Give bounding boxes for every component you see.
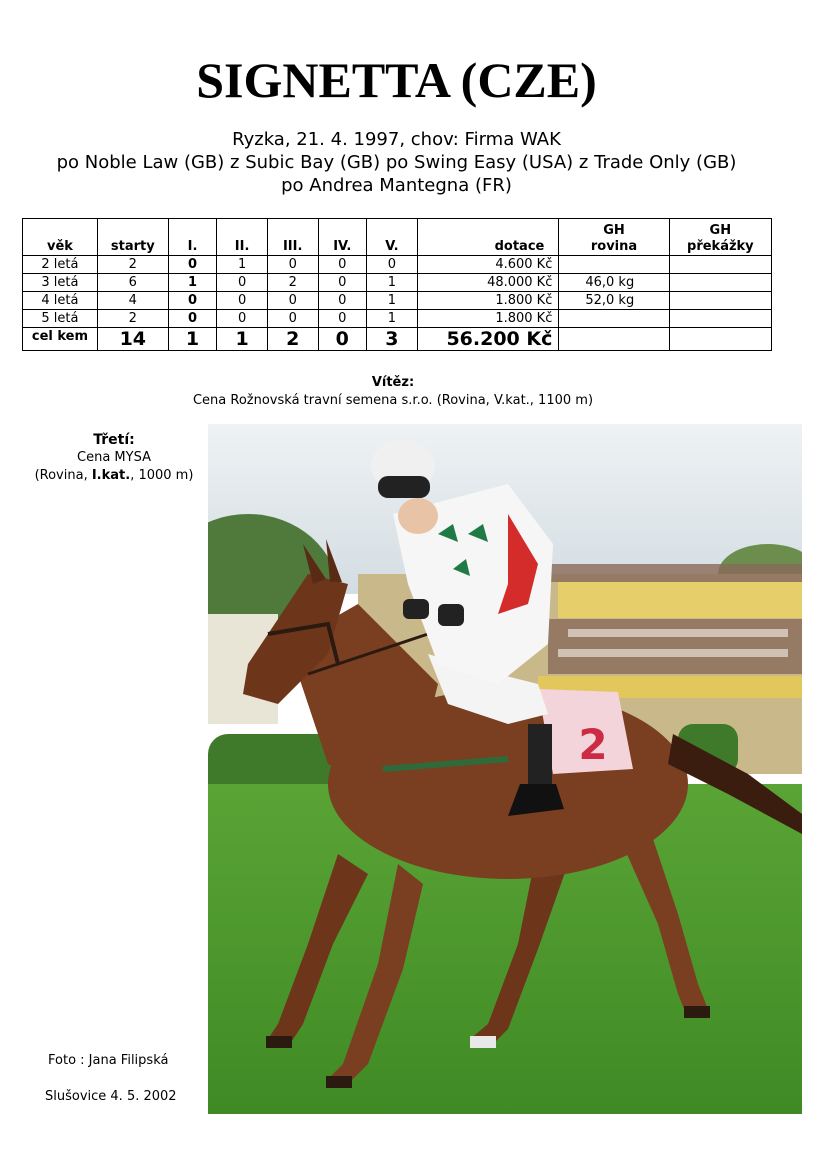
cell-total-fourth: 0 — [318, 328, 367, 351]
cell-second: 0 — [217, 274, 268, 292]
third-place-section — [14, 431, 214, 485]
col-header-prize: dotace — [417, 219, 559, 256]
cell-total-gh-flat — [559, 328, 669, 351]
cell-gh-jump — [669, 292, 771, 310]
cell-total-fifth: 3 — [367, 328, 418, 351]
cell-second: 0 — [217, 292, 268, 310]
pedigree-info — [0, 128, 793, 197]
cell-fourth: 0 — [318, 310, 367, 328]
cell-second: 0 — [217, 310, 268, 328]
cell-total-prize: 56.200 Kč — [417, 328, 559, 351]
place-date: Slušovice 4. 5. 2002 — [45, 1089, 177, 1104]
cell-gh-jump — [669, 274, 771, 292]
saddle-number: 2 — [578, 720, 608, 769]
saddle-cloth — [538, 689, 633, 774]
cell-first: 0 — [168, 256, 217, 274]
cell-prize: 1.800 Kč — [417, 292, 559, 310]
cell-fifth: 1 — [367, 274, 418, 292]
third-heading: Třetí: — [93, 432, 135, 448]
race-record-table — [22, 218, 772, 351]
cell-fifth: 1 — [367, 310, 418, 328]
col-header-first: I. — [168, 219, 217, 256]
cell-age: 4 letá — [23, 292, 98, 310]
table-row — [23, 310, 772, 328]
cell-starts: 2 — [97, 256, 168, 274]
table-row — [23, 292, 772, 310]
table-header-row — [23, 219, 772, 256]
col-header-age: věk — [23, 219, 98, 256]
third-detail-category: I.kat. — [91, 468, 131, 483]
gh-flat-line-2: rovina — [590, 239, 638, 254]
cell-starts: 4 — [97, 292, 168, 310]
cell-total-first: 1 — [168, 328, 217, 351]
horse-photo — [208, 424, 802, 1114]
gh-jump-line-1: GH — [709, 223, 732, 238]
third-detail-post: , 1000 m) — [130, 468, 194, 483]
cell-fifth: 0 — [367, 256, 418, 274]
cell-fourth: 0 — [318, 256, 367, 274]
cell-gh-flat — [559, 310, 669, 328]
cell-gh-flat: 46,0 kg — [559, 274, 669, 292]
third-race: Cena MYSA — [77, 450, 151, 465]
cell-first: 0 — [168, 310, 217, 328]
cell-third: 0 — [267, 310, 318, 328]
cell-starts: 6 — [97, 274, 168, 292]
third-detail — [14, 467, 214, 485]
cell-age: 2 letá — [23, 256, 98, 274]
cell-prize: 4.600 Kč — [417, 256, 559, 274]
cell-gh-flat: 52,0 kg — [559, 292, 669, 310]
pedigree-line-2: po Noble Law (GB) z Subic Bay (GB) po Swing Easy (USA) z Trade Only (GB) — [56, 152, 737, 173]
col-header-fourth: IV. — [318, 219, 367, 256]
col-header-starts: starty — [97, 219, 168, 256]
cell-fourth: 0 — [318, 274, 367, 292]
pedigree-line-1: Ryzka, 21. 4. 1997, chov: Firma WAK — [232, 129, 561, 150]
cell-total-gh-jump — [669, 328, 771, 351]
cell-fifth: 1 — [367, 292, 418, 310]
winner-race: Cena Rožnovská travní semena s.r.o. (Rovina, V.kat., 1100 m) — [192, 393, 594, 408]
photo-credit: Foto : Jana Filipská — [48, 1053, 169, 1068]
cell-prize: 1.800 Kč — [417, 310, 559, 328]
table-total-row — [23, 328, 772, 351]
cell-third: 2 — [267, 274, 318, 292]
winner-section — [0, 374, 786, 410]
pedigree-line-3: po Andrea Mantegna (FR) — [281, 175, 512, 196]
cell-third: 0 — [267, 256, 318, 274]
cell-gh-jump — [669, 310, 771, 328]
cell-first: 1 — [168, 274, 217, 292]
crowd — [528, 564, 802, 674]
col-header-gh-jump — [669, 219, 771, 256]
col-header-gh-flat — [559, 219, 669, 256]
table-row — [23, 256, 772, 274]
cell-gh-jump — [669, 256, 771, 274]
cell-prize: 48.000 Kč — [417, 274, 559, 292]
winner-heading: Vítěz: — [371, 375, 415, 390]
gh-flat-line-1: GH — [603, 223, 625, 238]
col-header-second: II. — [217, 219, 268, 256]
cell-age: 3 letá — [23, 274, 98, 292]
cell-age: 5 letá — [23, 310, 98, 328]
col-header-fifth: V. — [367, 219, 418, 256]
cell-total-second: 1 — [217, 328, 268, 351]
cell-third: 0 — [267, 292, 318, 310]
cell-second: 1 — [217, 256, 268, 274]
cell-fourth: 0 — [318, 292, 367, 310]
horse-photo-illustration — [208, 424, 802, 1114]
cell-starts: 2 — [97, 310, 168, 328]
gh-jump-line-2: překážky — [687, 239, 754, 254]
horse-title: SIGNETTA (CZE) — [196, 52, 597, 108]
cell-total-label: cel kem — [23, 328, 98, 351]
cell-total-starts: 14 — [97, 328, 168, 351]
cell-total-third: 2 — [267, 328, 318, 351]
third-detail-pre: (Rovina, — [34, 468, 92, 483]
cell-first: 0 — [168, 292, 217, 310]
table-row — [23, 274, 772, 292]
cell-gh-flat — [559, 256, 669, 274]
col-header-third: III. — [267, 219, 318, 256]
